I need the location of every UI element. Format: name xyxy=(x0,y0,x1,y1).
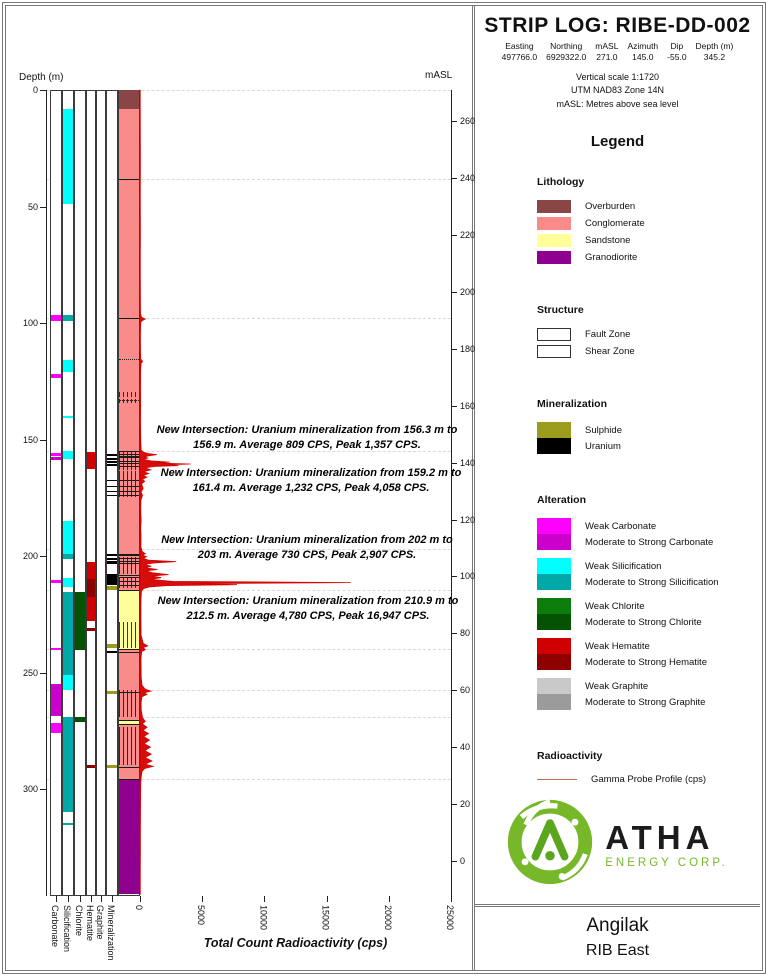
legend-mineralization-swatch xyxy=(537,422,571,454)
collar-info-value: 145.0 xyxy=(632,52,654,63)
legend-swatch-sulphide xyxy=(537,422,571,438)
intersection-annotation-4: New Intersection: Uranium mineralization from 210.9 m to 212.5 m. Average 4,780 CPS, Peak 16,947 CPS. xyxy=(157,595,459,622)
legend-alteration-group xyxy=(537,598,752,630)
legend-alteration-labels xyxy=(585,558,719,590)
log-header xyxy=(475,6,760,111)
cps-tick-label: 0 xyxy=(134,905,144,911)
note-datum: UTM NAD83 Zone 14N xyxy=(570,85,665,96)
legend-swatch-strong xyxy=(537,534,571,550)
legend-alteration-label: Moderate to Strong Graphite xyxy=(585,696,706,708)
cps-tick-label: 15000 xyxy=(320,905,331,931)
info-panel xyxy=(472,6,760,970)
masl-tick-label: 160 xyxy=(460,400,476,411)
legend-lithology-overburden-swatch xyxy=(537,200,571,213)
legend-alteration-labels xyxy=(585,678,705,710)
collar-info-label: Dip xyxy=(670,41,684,51)
log-title: STRIP LOG: RIBE-DD-002 xyxy=(484,14,751,37)
collar-info-value: 497766.0 xyxy=(501,52,538,63)
legend-alteration-label: Weak Chlorite xyxy=(585,600,645,612)
note-scale: Vertical scale 1:1720 xyxy=(575,71,660,82)
legend-alteration-group xyxy=(537,518,752,550)
legend-swatch-strong xyxy=(537,694,571,710)
collar-info-value: -55.0 xyxy=(667,52,687,63)
gamma-line-sample xyxy=(537,779,577,780)
depth-tick-label: 200 xyxy=(22,551,38,561)
legend-swatch-strong xyxy=(537,614,571,630)
masl-tick-label: 140 xyxy=(460,457,476,468)
legend-swatch-weak xyxy=(537,638,571,654)
legend-alteration-label: Moderate to Strong Carbonate xyxy=(585,536,714,548)
legend-lithology-granodiorite-swatch xyxy=(537,251,571,264)
legend-alteration-swatch xyxy=(537,518,571,550)
collar-info-label: mASL xyxy=(595,41,619,51)
depth-tick-label: 100 xyxy=(22,318,38,328)
log-notes xyxy=(475,71,760,112)
company-name-main: ATHA xyxy=(605,818,715,856)
depth-tick-label: 50 xyxy=(27,201,38,212)
legend-label-uranium: Uranium xyxy=(585,440,621,452)
legend-alteration-group xyxy=(537,558,752,590)
legend-alteration-label: Moderate to Strong Chlorite xyxy=(585,616,702,628)
legend-lithology-conglomerate-label: Conglomerate xyxy=(585,218,645,230)
depth-tick-label: 250 xyxy=(22,667,38,678)
legend-alteration-labels xyxy=(585,598,702,630)
legend-label-sulphide: Sulphide xyxy=(585,424,622,436)
track-column-label-carbonate: Carbonate xyxy=(50,905,60,948)
legend-title: Legend xyxy=(590,133,645,151)
legend-swatch-strong xyxy=(537,574,571,590)
legend-alteration-group xyxy=(537,678,752,710)
collar-info-label: Azimuth xyxy=(627,41,659,51)
collar-info-azimuth xyxy=(627,41,658,64)
legend-radioactivity-item xyxy=(537,774,752,785)
project-title-block xyxy=(475,904,760,970)
masl-tick-label: 80 xyxy=(460,628,471,639)
track-column-label-silicification: Silicification xyxy=(62,905,72,953)
legend-mineralization-group xyxy=(537,422,752,454)
legend-alteration-swatch xyxy=(537,638,571,670)
masl-tick-label: 240 xyxy=(460,173,476,184)
legend-sections xyxy=(475,150,760,793)
legend-lithology-sandstone-swatch xyxy=(537,234,571,247)
intersection-annotation-2: New Intersection: Uranium mineralization from 159.2 m to 161.4 m. Average 1,232 CPS, Peak 4,058 CPS. xyxy=(160,467,462,494)
legend-structure-shear-zone-swatch xyxy=(537,345,571,358)
depth-tick-label: 300 xyxy=(22,784,38,794)
x-axis-title: Total Count Radioactivity (cps) xyxy=(203,936,388,950)
collar-info-easting xyxy=(502,41,537,64)
legend-structure-shear-zone xyxy=(537,345,752,358)
legend-alteration-label: Weak Silicification xyxy=(585,560,662,572)
legend-structure-shear-zone-label: Shear Zone xyxy=(585,346,635,358)
collar-info-value: 345.2 xyxy=(703,52,726,63)
legend-lithology-granodiorite xyxy=(537,251,752,264)
masl-tick-label: 260 xyxy=(460,116,476,127)
page-outer-border xyxy=(2,2,766,974)
company-logo xyxy=(475,799,760,890)
masl-tick-label: 120 xyxy=(460,514,476,525)
page-inner-border xyxy=(5,5,763,971)
legend-alteration-label: Weak Carbonate xyxy=(585,520,657,532)
legend-section-title: Alteration xyxy=(537,494,587,507)
legend-section-title: Mineralization xyxy=(537,398,608,411)
intersection-annotation-3: New Intersection: Uranium mineralization from 202 m to 203 m. Average 730 CPS, Peak 2,907 CPS. xyxy=(161,534,453,561)
legend-alteration-label: Moderate to Strong Silicification xyxy=(585,576,719,588)
legend-swatch-strong xyxy=(537,654,571,670)
masl-tick-label: 60 xyxy=(460,685,471,696)
legend-alteration-swatch xyxy=(537,598,571,630)
depth-axis-title: Depth (m) xyxy=(19,72,64,83)
legend-lithology-granodiorite-label: Granodiorite xyxy=(585,252,638,264)
legend-lithology-conglomerate-swatch xyxy=(537,217,571,230)
legend-alteration-swatch xyxy=(537,678,571,710)
legend-lithology-sandstone xyxy=(537,234,752,247)
intersection-annotation-1: New Intersection: Uranium mineralization from 156.3 m to 156.9 m. Average 809 CPS, Peak 1,357 CPS. xyxy=(156,424,458,451)
legend-swatch-weak xyxy=(537,678,571,694)
legend-alteration-label: Weak Graphite xyxy=(585,680,649,692)
cps-tick-label: 20000 xyxy=(382,905,393,931)
depth-tick-label: 150 xyxy=(22,434,38,445)
note-masl: mASL: Metres above sea level xyxy=(556,98,679,109)
legend-alteration-swatch xyxy=(537,558,571,590)
legend-structure-fault-zone-label: Fault Zone xyxy=(585,329,631,341)
collar-info-dip xyxy=(667,41,686,64)
collar-info-label: Easting xyxy=(505,41,534,51)
legend-alteration-labels xyxy=(585,638,707,670)
legend-lithology-sandstone-label: Sandstone xyxy=(585,235,631,247)
collar-info-depth-m- xyxy=(696,41,734,64)
cps-tick-label: 25000 xyxy=(445,905,455,931)
legend-lithology-conglomerate xyxy=(537,217,752,230)
masl-tick-label: 100 xyxy=(460,571,476,582)
track-column-label-hematite: Hematite xyxy=(85,905,95,942)
collar-info-masl xyxy=(595,41,618,64)
legend-alteration-label: Moderate to Strong Hematite xyxy=(585,656,707,668)
legend-alteration-labels xyxy=(585,518,713,550)
atha-logo-emblem-icon xyxy=(507,799,593,890)
legend-structure-fault-zone-swatch xyxy=(537,328,571,341)
collar-info-value: 271.0 xyxy=(596,52,618,63)
legend-swatch-weak xyxy=(537,558,571,574)
masl-tick-label: 20 xyxy=(460,799,471,810)
legend-structure-fault-zone xyxy=(537,328,752,341)
collar-info-table xyxy=(475,41,760,64)
legend-swatch-weak xyxy=(537,518,571,534)
depth-tick-label: 0 xyxy=(32,85,38,95)
collar-info-label: Northing xyxy=(550,41,583,51)
legend-lithology-overburden xyxy=(537,200,752,213)
masl-tick-label: 200 xyxy=(460,286,476,297)
legend-alteration-group xyxy=(537,638,752,670)
masl-tick-label: 180 xyxy=(460,343,476,354)
cps-tick-label: 10000 xyxy=(258,905,269,931)
collar-info-northing xyxy=(546,41,586,64)
company-name xyxy=(605,818,728,869)
company-name-sub: ENERGY CORP. xyxy=(605,856,728,869)
masl-tick-label: 0 xyxy=(460,855,466,866)
legend-swatch-weak xyxy=(537,598,571,614)
collar-info-value: 6929322.0 xyxy=(546,52,587,63)
legend-lithology-overburden-label: Overburden xyxy=(585,201,636,213)
legend-section-title: Radioactivity xyxy=(537,750,603,763)
project-name: Angilak xyxy=(586,915,649,936)
legend-swatch-uranium xyxy=(537,438,571,454)
strip-log-plot-pane xyxy=(6,6,476,970)
track-column-label-graphite: Graphite xyxy=(95,905,105,940)
legend-section-title: Lithology xyxy=(537,176,585,189)
legend-alteration-label: Weak Hematite xyxy=(585,640,650,652)
track-column-label-chlorite: Chlorite xyxy=(74,905,84,937)
legend-section-title: Structure xyxy=(537,304,584,317)
project-area: RIB East xyxy=(585,942,650,959)
track-column-label-mineralization: Mineralization xyxy=(106,905,116,961)
cps-tick-label: 5000 xyxy=(196,905,207,926)
collar-info-label: Depth (m) xyxy=(695,41,734,51)
masl-axis-title: mASL xyxy=(425,70,453,81)
masl-tick-label: 220 xyxy=(460,230,476,241)
masl-tick-label: 40 xyxy=(460,742,471,753)
legend-radioactivity-label: Gamma Probe Profile (cps) xyxy=(591,774,707,786)
legend-mineralization-labels xyxy=(585,422,622,454)
